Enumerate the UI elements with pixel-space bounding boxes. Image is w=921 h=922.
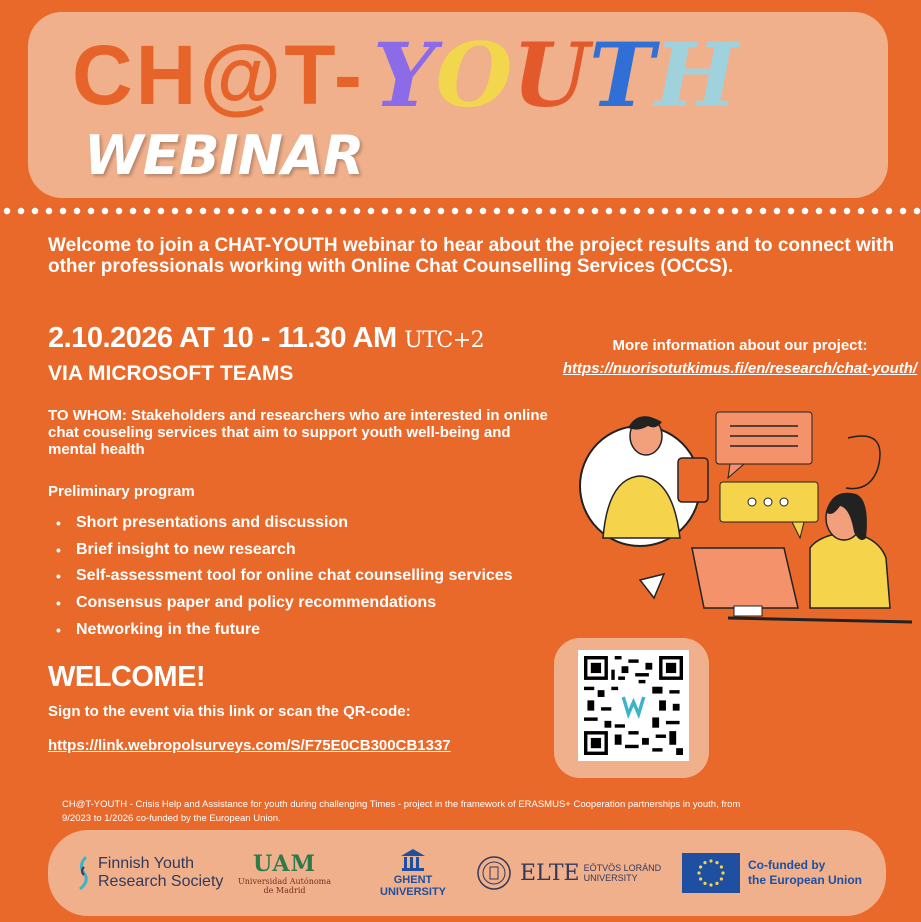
- ghent-line-1: GHENT: [393, 874, 433, 886]
- list-item: [56, 537, 513, 564]
- welcome-heading: WELCOME!: [48, 661, 206, 693]
- title-letter-h: H: [654, 23, 738, 127]
- title-youth: [373, 23, 738, 127]
- bullet-icon: •: [56, 541, 61, 558]
- sign-up-text: Sign to the event via this link or scan the QR-code:: [48, 703, 411, 720]
- eu-flag-icon: [682, 853, 740, 893]
- footer-disclaimer: CH@T-YOUTH - Crisis Help and Assistance for youth during challenging Times - project in the framework of ERASMUS+ Cooperation partnerships in youth, from 9/2023 to 1/2026 co-funded by the European Union.: [62, 799, 741, 824]
- eu-cofunded-logo: [682, 830, 862, 916]
- title-letter-o: O: [435, 23, 513, 127]
- elte-seal-icon: [476, 855, 512, 891]
- uam-sub-1: Universidad Autónoma: [238, 877, 332, 886]
- ghent-line-2: UNIVERSITY: [380, 886, 447, 898]
- event-date-time: [48, 322, 484, 355]
- fyrs-line-2: Research Society: [98, 873, 224, 890]
- bullet-icon: •: [56, 568, 61, 585]
- elte-name: ELTE: [520, 860, 580, 886]
- ghent-university-logo: [380, 830, 446, 916]
- title-letter-y: Y: [372, 23, 436, 127]
- uam-sub-2: de Madrid: [263, 886, 306, 895]
- program-item-label: Networking in the future: [76, 620, 260, 638]
- list-item: [56, 590, 513, 617]
- elte-small-2: UNIVERSITY: [583, 873, 638, 883]
- eu-line-2: the European Union: [748, 873, 862, 887]
- bullet-icon: •: [56, 621, 61, 638]
- fyrs-icon: [76, 855, 90, 891]
- title-prefix: CH@T-: [72, 27, 365, 122]
- program-item-label: Short presentations and discussion: [76, 514, 349, 532]
- event-title: [72, 20, 738, 130]
- project-link[interactable]: https://nuorisotutkimus.fi/en/research/chat-youth/: [562, 360, 918, 377]
- event-platform: VIA MICROSOFT TEAMS: [48, 362, 294, 385]
- ghent-building-icon: [400, 848, 426, 874]
- uam-mark: UAM: [253, 851, 316, 877]
- bullet-icon: •: [56, 515, 61, 532]
- bullet-icon: •: [56, 595, 61, 612]
- date-time-text: 2.10.2026 AT 10 - 11.30 AM: [48, 322, 397, 354]
- registration-link[interactable]: https://link.webropolsurveys.com/S/F75E0CB300CB1337: [48, 737, 451, 754]
- elte-logo: [476, 830, 661, 916]
- program-item-label: Consensus paper and policy recommendations: [76, 594, 437, 612]
- list-item: [56, 510, 513, 537]
- program-item-label: Brief insight to new research: [76, 540, 296, 558]
- webinar-subtitle: WEBINAR: [84, 124, 364, 187]
- timezone-text: UTC+2: [404, 328, 485, 353]
- more-info-label: More information about our project:: [612, 337, 868, 354]
- qr-code[interactable]: [578, 650, 689, 761]
- uam-logo: [238, 830, 331, 916]
- program-list: [56, 510, 513, 643]
- finnish-youth-research-society-logo: [76, 830, 223, 916]
- program-title: Preliminary program: [48, 483, 195, 500]
- chat-illustration: [578, 408, 918, 633]
- list-item: [56, 563, 513, 590]
- list-item: [56, 616, 513, 643]
- audience-text: TO WHOM: Stakeholders and researchers who are interested in online chat couseling services that aim to support youth well-being and mental health: [48, 407, 548, 458]
- title-letter-t: T: [589, 23, 655, 127]
- fyrs-line-1: Finnish Youth: [98, 855, 195, 872]
- program-item-label: Self-assessment tool for online chat counselling services: [76, 567, 513, 585]
- dotted-divider: [0, 207, 921, 215]
- eu-line-1: Co-funded by: [748, 858, 826, 872]
- title-letter-u: U: [512, 23, 590, 127]
- partner-logos-panel: [48, 830, 886, 916]
- intro-text: Welcome to join a CHAT-YOUTH webinar to hear about the project results and to connect with other professionals working with Online Chat Counselling Services (OCCS).: [48, 235, 894, 277]
- elte-small-1: EÖTVÖS LORÁND: [583, 863, 662, 873]
